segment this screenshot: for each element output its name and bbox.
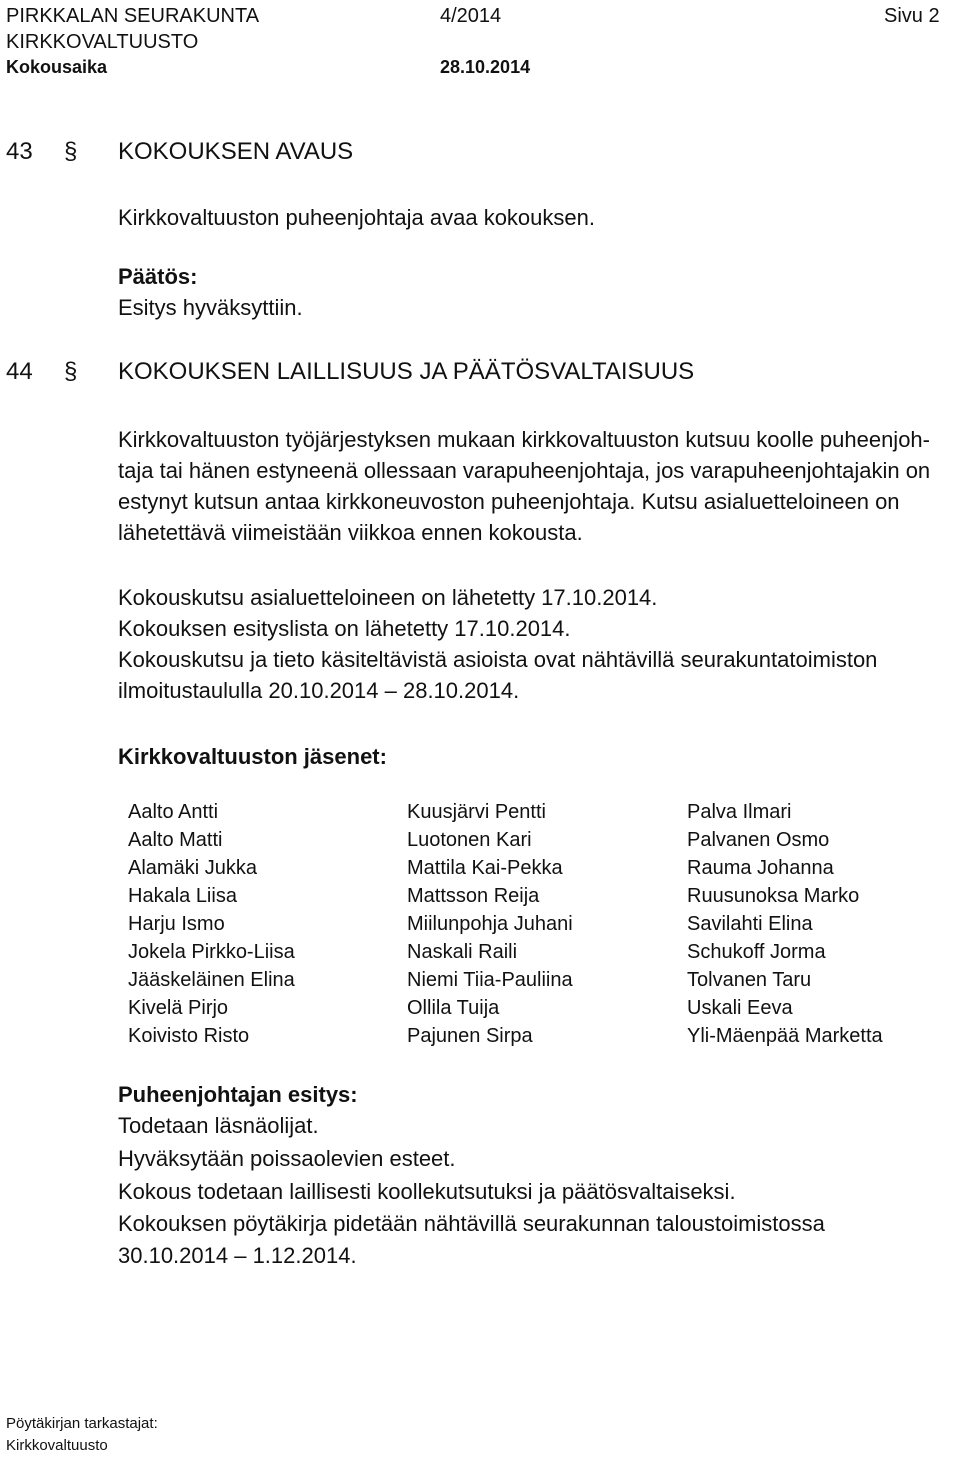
member-name: Koivisto Risto [128,1025,250,1047]
section-43-title: KOKOUKSEN AVAUS [118,138,354,165]
proposal-line: Todetaan läsnäolijat. [118,1113,319,1138]
members-column-3 [687,798,883,1050]
member-name: Uskali Eeva [687,997,793,1019]
header-page-number: Sivu 2 [884,5,940,27]
member-name: Naskali Raili [407,941,518,963]
member-name: Palva Ilmari [687,801,792,823]
member-name: Miilunpohja Juhani [407,913,573,935]
member-name: Niemi Tiia-Pauliina [407,969,573,991]
proposal-label: Puheenjohtajan esitys: [118,1082,358,1107]
header-date-value: 28.10.2014 [440,57,531,77]
header-issue: 4/2014 [440,5,502,27]
proposal-line: Kokouksen pöytäkirja pidetään nähtävillä seurakunnan taloustoimistossa [118,1211,825,1236]
member-name: Ruusunoksa Marko [687,885,860,907]
paragraph-line: Kokouskutsu asialuetteloineen on lähetetty 17.10.2014. [118,585,658,610]
member-name: Hakala Liisa [128,885,237,907]
section-symbol: § [64,358,78,385]
section-44-number: 44 [6,358,33,385]
proposal-line: Kokous todetaan laillisesti koollekutsutuksi ja päätösvaltaiseksi. [118,1179,736,1204]
paragraph-line: Kokouskutsu ja tieto käsiteltävistä asioista ovat nähtävillä seurakuntatoimiston [118,647,878,672]
footer-body: Kirkkovaltuusto [6,1437,108,1454]
member-name: Kivelä Pirjo [128,997,229,1019]
paragraph-line: Kokouksen esityslista on lähetetty 17.10.2014. [118,616,571,641]
header-org: PIRKKALAN SEURAKUNTA [6,5,260,27]
section-44-title: KOKOUKSEN LAILLISUUS JA PÄÄTÖSVALTAISUUS [118,358,695,385]
paragraph-line: ilmoitustaululla 20.10.2014 – 28.10.2014. [118,678,520,703]
member-name: Savilahti Elina [687,913,813,935]
members-column-1 [128,798,295,1050]
header-date-label: Kokousaika [6,57,108,77]
paragraph-line: Kirkkovaltuuston työjärjestyksen mukaan kirkkovaltuuston kutsuu koolle puheenjoh- [118,427,930,452]
member-name: Jääskeläinen Elina [128,969,295,991]
member-name: Mattsson Reija [407,885,540,907]
section-43-text: Kirkkovaltuuston puheenjohtaja avaa kokouksen. [118,205,595,230]
proposal-line: 30.10.2014 – 1.12.2014. [118,1243,357,1268]
member-name: Harju Ismo [128,913,225,935]
member-name: Yli-Mäenpää Marketta [687,1025,883,1047]
member-name: Rauma Johanna [687,857,834,879]
member-name: Kuusjärvi Pentti [407,801,546,823]
member-name: Mattila Kai-Pekka [407,857,563,879]
member-name: Tolvanen Taru [687,969,812,991]
footer-reviewers-label: Pöytäkirjan tarkastajat: [6,1415,158,1432]
members-label: Kirkkovaltuuston jäsenet: [118,744,387,769]
header-body: KIRKKOVALTUUSTO [6,31,199,53]
paragraph-line: estynyt kutsun antaa kirkkoneuvoston puheenjohtaja. Kutsu asialuetteloineen on [118,489,900,514]
member-name: Luotonen Kari [407,829,532,851]
section-43-number: 43 [6,138,33,165]
paragraph-line: taja tai hänen estyneenä ollessaan varapuheenjohtaja, jos varapuheenjohtajakin on [118,458,931,483]
decision-label: Päätös: [118,264,198,289]
member-name: Ollila Tuija [407,997,500,1019]
member-name: Jokela Pirkko-Liisa [128,941,295,963]
member-name: Schukoff Jorma [687,941,826,963]
member-name: Aalto Matti [128,829,223,851]
section-symbol: § [64,138,78,165]
member-name: Alamäki Jukka [128,857,257,879]
member-name: Aalto Antti [128,801,219,823]
members-column-2 [407,798,573,1050]
paragraph-line: lähetettävä viimeistään viikkoa ennen kokousta. [118,520,583,545]
member-name: Pajunen Sirpa [407,1025,533,1047]
decision-text: Esitys hyväksyttiin. [118,295,303,320]
proposal-line: Hyväksytään poissaolevien esteet. [118,1146,456,1171]
member-name: Palvanen Osmo [687,829,830,851]
